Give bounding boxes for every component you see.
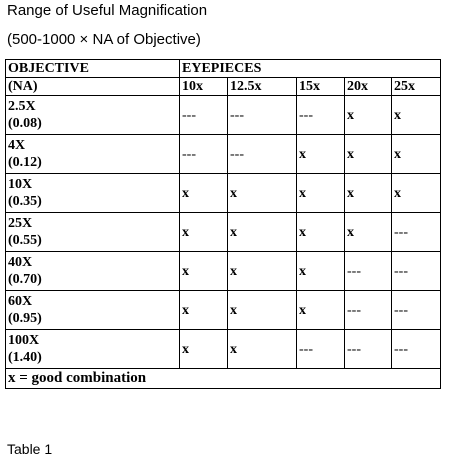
combination-cell: x — [180, 252, 228, 291]
combination-cell: x — [392, 174, 441, 213]
combination-cell: x — [228, 174, 297, 213]
combination-cell: x — [180, 330, 228, 369]
objective-label: 10X — [8, 177, 33, 192]
eyepiece-header-25x: 25x — [392, 78, 441, 96]
table-caption: Table 1 — [7, 441, 53, 457]
combination-cell: --- — [392, 213, 441, 252]
combination-cell: x — [297, 291, 345, 330]
table-row — [6, 174, 441, 213]
table-row — [6, 291, 441, 330]
table-row — [6, 252, 441, 291]
numerical-aperture-label: (0.12) — [8, 155, 42, 170]
objective-label: 2.5X — [8, 99, 36, 114]
objective-cell — [6, 330, 180, 369]
objective-label: 4X — [8, 138, 26, 153]
table-row — [6, 330, 441, 369]
table-subheader-row — [6, 78, 441, 96]
combination-cell: x — [228, 213, 297, 252]
combination-cell: x — [345, 96, 392, 135]
combination-cell: x — [228, 252, 297, 291]
objective-cell — [6, 213, 180, 252]
objective-cell — [6, 252, 180, 291]
eyepiece-header-12-5x: 12.5x — [228, 78, 297, 96]
objective-label: 40X — [8, 255, 33, 270]
combination-cell: --- — [392, 291, 441, 330]
combination-cell: --- — [345, 252, 392, 291]
numerical-aperture-label: (0.55) — [8, 233, 42, 248]
objective-cell — [6, 96, 180, 135]
combination-cell: x — [345, 135, 392, 174]
objective-label: 25X — [8, 216, 33, 231]
combination-cell: --- — [297, 96, 345, 135]
combination-cell: x — [297, 252, 345, 291]
combination-cell: x — [392, 96, 441, 135]
combination-cell: x — [180, 213, 228, 252]
objective-cell — [6, 174, 180, 213]
combination-cell: --- — [345, 291, 392, 330]
objective-cell — [6, 135, 180, 174]
combination-cell: --- — [345, 330, 392, 369]
eyepiece-header-15x: 15x — [297, 78, 345, 96]
na-header: (NA) — [6, 78, 180, 96]
combination-cell: --- — [228, 96, 297, 135]
combination-cell: --- — [180, 96, 228, 135]
table-row — [6, 96, 441, 135]
page-title: Range of Useful Magnification — [7, 2, 208, 19]
combination-cell: x — [297, 174, 345, 213]
numerical-aperture-label: (0.70) — [8, 272, 42, 287]
combination-cell: --- — [297, 330, 345, 369]
combination-cell: x — [392, 135, 441, 174]
objective-label: 60X — [8, 294, 33, 309]
numerical-aperture-label: (1.40) — [8, 350, 42, 365]
table-row — [6, 213, 441, 252]
combination-cell: x — [180, 291, 228, 330]
combination-cell: x — [345, 174, 392, 213]
legend-text: x = good combination — [6, 369, 441, 389]
table-header-row — [6, 60, 441, 78]
page-subtitle: (500-1000 × NA of Objective) — [7, 31, 201, 48]
objective-label: 100X — [8, 333, 40, 348]
objective-cell — [6, 291, 180, 330]
magnification-table — [5, 59, 441, 389]
combination-cell: --- — [180, 135, 228, 174]
numerical-aperture-label: (0.08) — [8, 116, 42, 131]
combination-cell: x — [345, 213, 392, 252]
objective-header: OBJECTIVE — [6, 60, 180, 78]
combination-cell: x — [297, 135, 345, 174]
eyepiece-header-10x: 10x — [180, 78, 228, 96]
eyepieces-header: EYEPIECES — [180, 60, 441, 78]
combination-cell: x — [180, 174, 228, 213]
combination-cell: x — [228, 291, 297, 330]
numerical-aperture-label: (0.95) — [8, 311, 42, 326]
eyepiece-header-20x: 20x — [345, 78, 392, 96]
numerical-aperture-label: (0.35) — [8, 194, 42, 209]
table-row — [6, 135, 441, 174]
combination-cell: --- — [392, 330, 441, 369]
combination-cell: x — [228, 330, 297, 369]
combination-cell: x — [297, 213, 345, 252]
combination-cell: --- — [392, 252, 441, 291]
combination-cell: --- — [228, 135, 297, 174]
legend-row — [6, 369, 441, 389]
magnification-table-body — [6, 60, 441, 369]
